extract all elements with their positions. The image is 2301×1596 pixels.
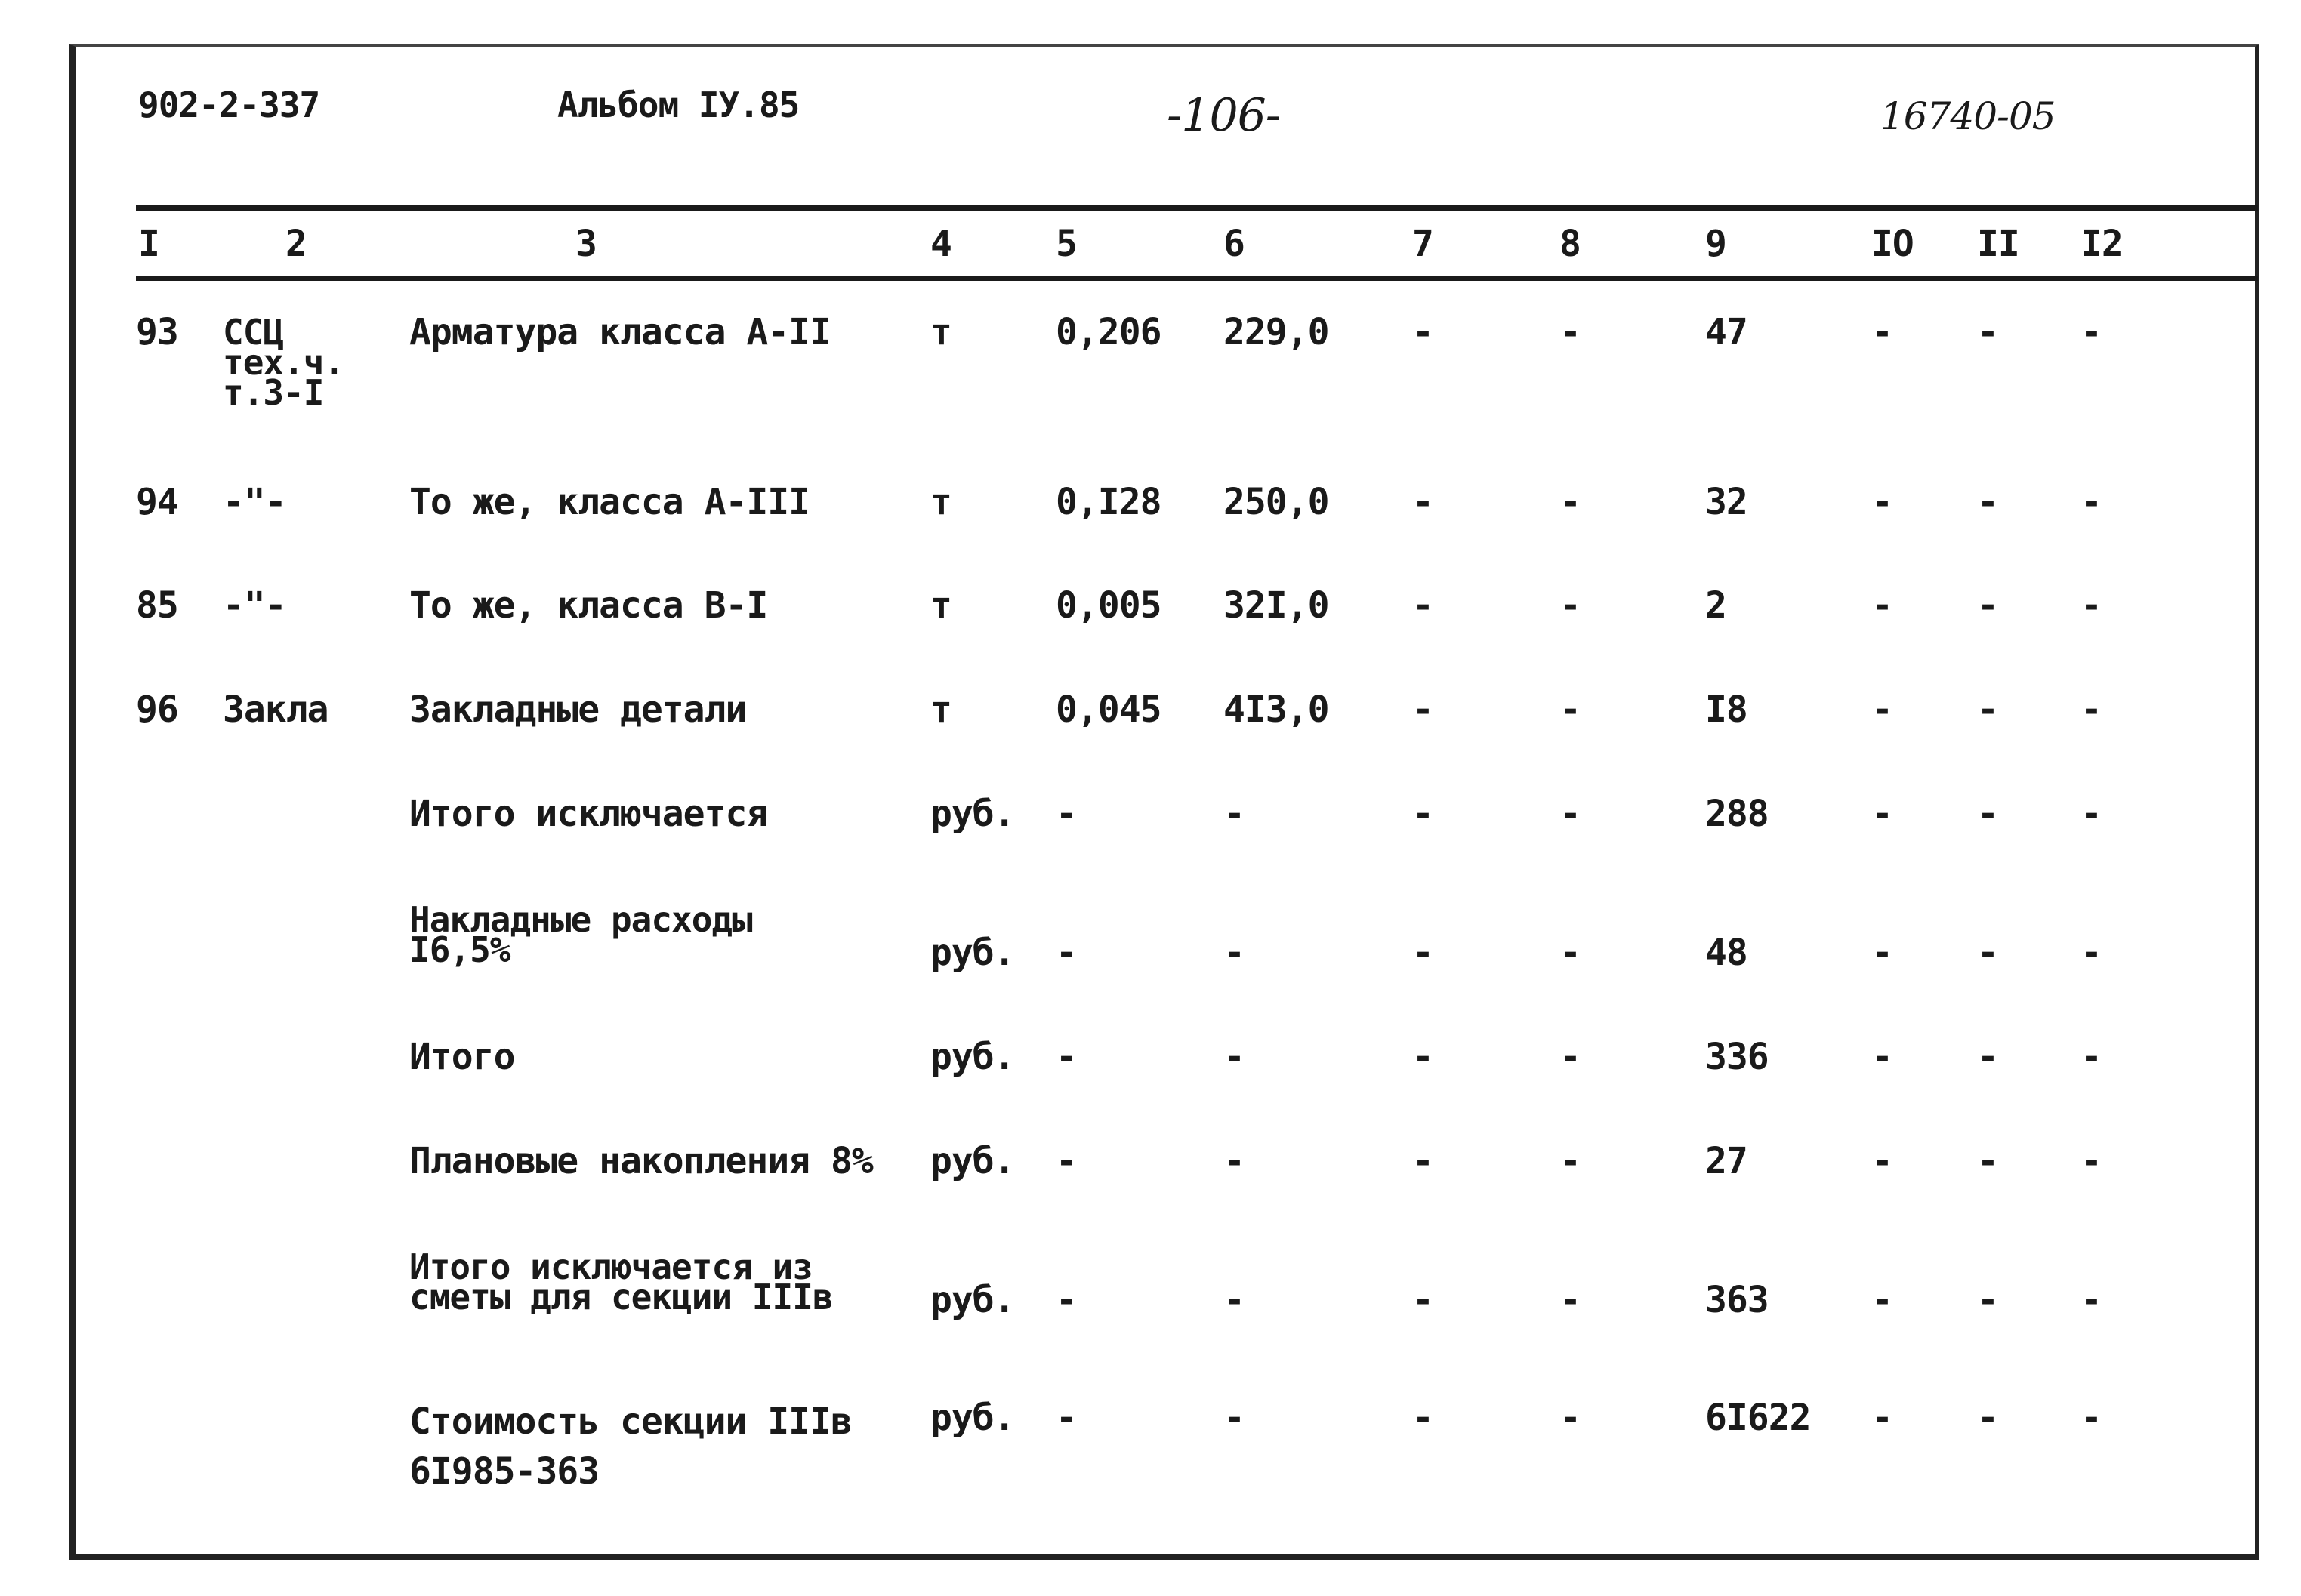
total-value: 336 <box>1705 1036 1769 1078</box>
total-value: I8 <box>1705 689 1747 731</box>
quantity: - <box>1056 793 1077 835</box>
col11-value: - <box>1977 481 1998 523</box>
unit: руб. <box>930 1140 1015 1182</box>
column-number: 7 <box>1412 223 1433 265</box>
quantity: - <box>1056 1036 1077 1078</box>
unit-price: - <box>1223 1036 1245 1078</box>
col12-value: - <box>2080 689 2102 731</box>
unit: руб. <box>930 1279 1015 1321</box>
total-value: 363 <box>1705 1279 1769 1321</box>
unit-price: - <box>1223 793 1245 835</box>
unit-price: - <box>1223 1279 1245 1321</box>
item-description: То же, класса В-I <box>409 584 768 627</box>
source-reference: Закла <box>223 689 328 731</box>
item-description: Плановые накопления 8% <box>409 1140 873 1182</box>
col12-value: - <box>2080 932 2102 974</box>
col7-value: - <box>1412 689 1433 731</box>
column-number: 4 <box>930 223 952 265</box>
col11-value: - <box>1977 1279 1998 1321</box>
total-value: 32 <box>1705 481 1747 523</box>
unit-price: 4I3,0 <box>1223 689 1329 731</box>
quantity: 0,I28 <box>1056 481 1161 523</box>
unit: руб. <box>930 1036 1015 1078</box>
col7-value: - <box>1412 932 1433 974</box>
item-description: Итого исключается <box>409 793 768 835</box>
col11-value: - <box>1977 1397 1998 1439</box>
column-number: 8 <box>1559 223 1581 265</box>
col7-value: - <box>1412 1397 1433 1439</box>
item-description: То же, класса А-III <box>409 481 810 523</box>
item-description: Накладные расходы I6,5% <box>409 899 752 970</box>
col12-value: - <box>2080 311 2102 353</box>
col8-value: - <box>1559 481 1581 523</box>
quantity: 0,206 <box>1056 311 1161 353</box>
col7-value: - <box>1412 584 1433 627</box>
unit: т <box>930 584 952 627</box>
total-value: 288 <box>1705 793 1769 835</box>
col8-value: - <box>1559 793 1581 835</box>
quantity: 0,045 <box>1056 689 1161 731</box>
col7-value: - <box>1412 1279 1433 1321</box>
col10-value: - <box>1871 1140 1892 1182</box>
page-number: -106- <box>1167 89 1281 142</box>
col12-value: - <box>2080 793 2102 835</box>
unit: руб. <box>930 932 1015 974</box>
col10-value: - <box>1871 311 1892 353</box>
col7-value: - <box>1412 793 1433 835</box>
unit: руб. <box>930 1397 1015 1439</box>
col7-value: - <box>1412 311 1433 353</box>
col12-value: - <box>2080 481 2102 523</box>
unit-price: 229,0 <box>1223 311 1329 353</box>
col12-value: - <box>2080 1397 2102 1439</box>
col10-value: - <box>1871 932 1892 974</box>
album-label: Альбом IУ.85 <box>557 85 800 125</box>
source-reference: -"- <box>223 481 286 523</box>
unit: т <box>930 481 952 523</box>
column-number: II <box>1977 223 2019 265</box>
col12-value: - <box>2080 1140 2102 1182</box>
col10-value: - <box>1871 584 1892 627</box>
col10-value: - <box>1871 793 1892 835</box>
col10-value: - <box>1871 481 1892 523</box>
col8-value: - <box>1559 1279 1581 1321</box>
row-number: 94 <box>136 481 178 523</box>
total-value: 6I622 <box>1705 1397 1811 1439</box>
item-description: Стоимость секции IIIв 6I985-363 <box>409 1400 852 1493</box>
document-code: 16740-05 <box>1880 94 2056 138</box>
col8-value: - <box>1559 1397 1581 1439</box>
unit-price: 250,0 <box>1223 481 1329 523</box>
total-value: 47 <box>1705 311 1747 353</box>
unit: руб. <box>930 793 1015 835</box>
total-value: 27 <box>1705 1140 1747 1182</box>
column-number: 3 <box>575 223 597 265</box>
quantity: - <box>1056 932 1077 974</box>
col8-value: - <box>1559 584 1581 627</box>
row-number: 93 <box>136 311 178 353</box>
col8-value: - <box>1559 932 1581 974</box>
item-description: Итого <box>409 1036 515 1078</box>
header-top-rule <box>136 205 2258 211</box>
col7-value: - <box>1412 481 1433 523</box>
col11-value: - <box>1977 311 1998 353</box>
unit-price: - <box>1223 1140 1245 1182</box>
col11-value: - <box>1977 1036 1998 1078</box>
quantity: - <box>1056 1140 1077 1182</box>
col11-value: - <box>1977 584 1998 627</box>
unit: т <box>930 689 952 731</box>
source-reference: ССЦ тех.ч. т.3-I <box>223 312 344 413</box>
col8-value: - <box>1559 1140 1581 1182</box>
col11-value: - <box>1977 689 1998 731</box>
total-value: 48 <box>1705 932 1747 974</box>
quantity: - <box>1056 1397 1077 1439</box>
row-number: 85 <box>136 584 178 627</box>
item-description: Итого исключается из сметы для секции IIIв <box>409 1246 833 1317</box>
source-reference: -"- <box>223 584 286 627</box>
column-number: 2 <box>285 223 307 265</box>
unit: т <box>930 311 952 353</box>
col11-value: - <box>1977 1140 1998 1182</box>
col10-value: - <box>1871 1279 1892 1321</box>
item-description: Арматура класса А-II <box>409 311 831 353</box>
quantity: - <box>1056 1279 1077 1321</box>
col7-value: - <box>1412 1036 1433 1078</box>
col11-value: - <box>1977 793 1998 835</box>
column-number: I <box>138 223 159 265</box>
unit-price: - <box>1223 1397 1245 1439</box>
col12-value: - <box>2080 1279 2102 1321</box>
column-number: 6 <box>1223 223 1245 265</box>
document-number: 902-2-337 <box>138 85 320 125</box>
col10-value: - <box>1871 1036 1892 1078</box>
header-bottom-rule <box>136 276 2258 281</box>
col10-value: - <box>1871 689 1892 731</box>
col8-value: - <box>1559 311 1581 353</box>
column-number: 5 <box>1056 223 1077 265</box>
column-number: 9 <box>1705 223 1726 265</box>
row-number: 96 <box>136 689 178 731</box>
unit-price: - <box>1223 932 1245 974</box>
col10-value: - <box>1871 1397 1892 1439</box>
col12-value: - <box>2080 1036 2102 1078</box>
item-description: Закладные детали <box>409 689 747 731</box>
total-value: 2 <box>1705 584 1726 627</box>
col8-value: - <box>1559 1036 1581 1078</box>
col7-value: - <box>1412 1140 1433 1182</box>
column-number: IO <box>1871 223 1914 265</box>
col11-value: - <box>1977 932 1998 974</box>
col12-value: - <box>2080 584 2102 627</box>
col8-value: - <box>1559 689 1581 731</box>
unit-price: 32I,0 <box>1223 584 1329 627</box>
column-number: I2 <box>2080 223 2123 265</box>
page-border <box>69 44 2259 1560</box>
quantity: 0,005 <box>1056 584 1161 627</box>
